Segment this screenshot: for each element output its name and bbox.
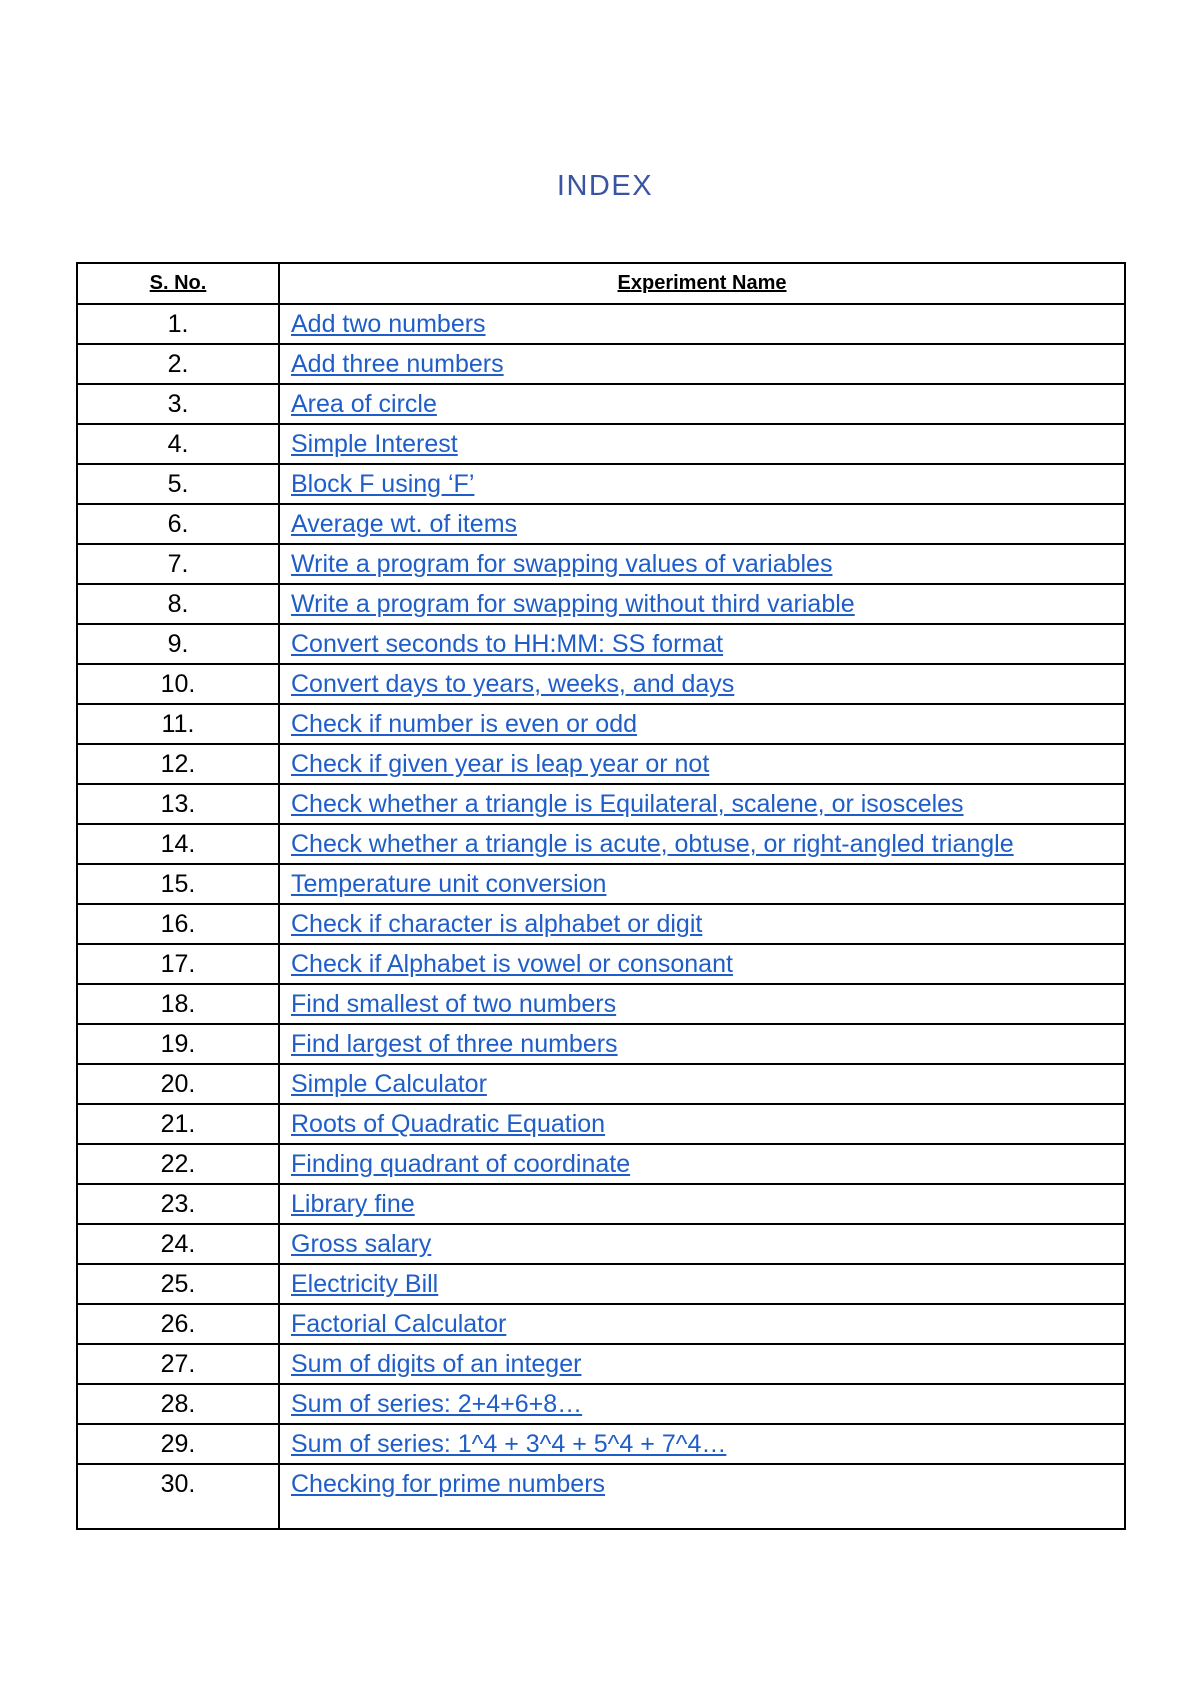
experiment-name-cell	[279, 344, 1125, 384]
serial-number-cell: 22.	[77, 1144, 279, 1184]
serial-number-cell: 18.	[77, 984, 279, 1024]
serial-number-cell: 11.	[77, 704, 279, 744]
experiment-link[interactable]: Roots of Quadratic Equation	[291, 1110, 606, 1138]
experiment-name-cell	[279, 384, 1125, 424]
experiment-name-cell	[279, 664, 1125, 704]
table-row	[77, 1384, 1125, 1424]
table-row	[77, 1424, 1125, 1464]
serial-number-cell: 2.	[77, 344, 279, 384]
experiment-name-cell	[279, 304, 1125, 344]
table-row	[77, 344, 1125, 384]
table-row	[77, 904, 1125, 944]
serial-number-cell: 5.	[77, 464, 279, 504]
experiment-name-cell	[279, 1184, 1125, 1224]
serial-number-cell: 25.	[77, 1264, 279, 1304]
experiment-name-header: Experiment Name	[279, 263, 1125, 304]
serial-number-cell: 1.	[77, 304, 279, 344]
experiment-name-cell	[279, 1104, 1125, 1144]
serial-number-cell: 6.	[77, 504, 279, 544]
experiment-name-cell	[279, 584, 1125, 624]
experiment-link[interactable]: Check whether a triangle is Equilateral, scalene, or isosceles	[291, 790, 964, 818]
experiment-link[interactable]: Find smallest of two numbers	[291, 990, 617, 1018]
table-row	[77, 1264, 1125, 1304]
experiment-link[interactable]: Find largest of three numbers	[291, 1030, 618, 1058]
experiment-name-cell	[279, 1304, 1125, 1344]
serial-number-cell: 27.	[77, 1344, 279, 1384]
experiment-name-cell	[279, 624, 1125, 664]
experiment-name-cell	[279, 1024, 1125, 1064]
experiment-name-cell	[279, 1064, 1125, 1104]
serial-number-cell: 24.	[77, 1224, 279, 1264]
table-row	[77, 1184, 1125, 1224]
experiment-link[interactable]: Area of circle	[291, 390, 437, 418]
experiment-name-cell	[279, 704, 1125, 744]
serial-number-cell: 28.	[77, 1384, 279, 1424]
experiment-link[interactable]: Add two numbers	[291, 310, 486, 338]
experiment-link[interactable]: Average wt. of items	[291, 510, 518, 538]
experiment-name-cell	[279, 464, 1125, 504]
table-row	[77, 704, 1125, 744]
table-row	[77, 944, 1125, 984]
table-row	[77, 1104, 1125, 1144]
experiment-link[interactable]: Block F using ‘F’	[291, 470, 475, 498]
table-row	[77, 1024, 1125, 1064]
table-row	[77, 984, 1125, 1024]
experiment-link[interactable]: Check whether a triangle is acute, obtuse, or right-angled triangle	[291, 830, 1014, 858]
experiment-name-cell	[279, 424, 1125, 464]
experiment-link[interactable]: Gross salary	[291, 1230, 432, 1258]
table-row	[77, 624, 1125, 664]
table-body	[77, 304, 1125, 1529]
experiment-name-cell	[279, 864, 1125, 904]
experiment-name-cell	[279, 784, 1125, 824]
table-row	[77, 1464, 1125, 1529]
table-row	[77, 1344, 1125, 1384]
table-row	[77, 1064, 1125, 1104]
table-row	[77, 424, 1125, 464]
experiment-name-cell	[279, 824, 1125, 864]
serial-number-cell: 14.	[77, 824, 279, 864]
serial-number-cell: 15.	[77, 864, 279, 904]
experiment-link[interactable]: Write a program for swapping without third variable	[291, 590, 855, 618]
table-row	[77, 824, 1125, 864]
experiment-link[interactable]: Checking for prime numbers	[291, 1470, 606, 1498]
serial-number-cell: 7.	[77, 544, 279, 584]
serial-number-cell: 30.	[77, 1464, 279, 1529]
page-title: INDEX	[556, 170, 654, 202]
experiment-link[interactable]: Convert seconds to HH:MM: SS format	[291, 630, 724, 658]
experiment-link[interactable]: Electricity Bill	[291, 1270, 439, 1298]
experiment-name-cell	[279, 1144, 1125, 1184]
serial-number-header: S. No.	[77, 263, 279, 304]
serial-number-cell: 23.	[77, 1184, 279, 1224]
experiment-name-cell	[279, 1344, 1125, 1384]
table-row	[77, 1224, 1125, 1264]
experiment-name-cell	[279, 744, 1125, 784]
table-row	[77, 1304, 1125, 1344]
experiment-name-cell	[279, 544, 1125, 584]
serial-number-cell: 29.	[77, 1424, 279, 1464]
serial-number-cell: 16.	[77, 904, 279, 944]
serial-number-cell: 13.	[77, 784, 279, 824]
table-header-row	[77, 263, 1125, 304]
experiment-name-cell	[279, 984, 1125, 1024]
table-row	[77, 1144, 1125, 1184]
serial-number-cell: 10.	[77, 664, 279, 704]
serial-number-cell: 4.	[77, 424, 279, 464]
experiment-link[interactable]: Add three numbers	[291, 350, 504, 378]
serial-number-cell: 8.	[77, 584, 279, 624]
table-row	[77, 584, 1125, 624]
experiment-name-cell	[279, 904, 1125, 944]
experiment-name-cell	[279, 944, 1125, 984]
experiment-link[interactable]: Convert days to years, weeks, and days	[291, 670, 735, 698]
table-row	[77, 304, 1125, 344]
serial-number-cell: 21.	[77, 1104, 279, 1144]
table-row	[77, 784, 1125, 824]
serial-number-cell: 12.	[77, 744, 279, 784]
experiment-name-cell	[279, 1424, 1125, 1464]
experiment-name-cell	[279, 1384, 1125, 1424]
experiment-link[interactable]: Check if character is alphabet or digit	[291, 910, 703, 938]
experiment-link[interactable]: Finding quadrant of coordinate	[291, 1150, 631, 1178]
serial-number-cell: 19.	[77, 1024, 279, 1064]
serial-number-cell: 9.	[77, 624, 279, 664]
table-row	[77, 864, 1125, 904]
experiment-link[interactable]: Simple Interest	[291, 430, 458, 458]
experiment-link[interactable]: Temperature unit conversion	[291, 870, 607, 898]
experiment-link[interactable]: Check if Alphabet is vowel or consonant	[291, 950, 733, 978]
experiment-name-cell	[279, 1464, 1125, 1529]
table-row	[77, 544, 1125, 584]
experiment-link[interactable]: Library fine	[291, 1190, 415, 1218]
experiment-link[interactable]: Sum of digits of an integer	[291, 1350, 582, 1378]
serial-number-cell: 26.	[77, 1304, 279, 1344]
experiment-link[interactable]: Factorial Calculator	[291, 1310, 507, 1338]
experiment-name-cell	[279, 1224, 1125, 1264]
table-row	[77, 744, 1125, 784]
table-row	[77, 504, 1125, 544]
experiment-link[interactable]: Sum of series: 2+4+6+8…	[291, 1390, 583, 1418]
serial-number-cell: 17.	[77, 944, 279, 984]
table-row	[77, 464, 1125, 504]
table-row	[77, 384, 1125, 424]
experiment-link[interactable]: Write a program for swapping values of variables	[291, 550, 833, 578]
index-table	[76, 262, 1126, 1530]
experiment-link[interactable]: Sum of series: 1^4 + 3^4 + 5^4 + 7^4…	[291, 1430, 727, 1458]
table-row	[77, 664, 1125, 704]
experiment-name-cell	[279, 504, 1125, 544]
experiment-link[interactable]: Check if given year is leap year or not	[291, 750, 710, 778]
experiment-link[interactable]: Simple Calculator	[291, 1070, 487, 1098]
serial-number-cell: 20.	[77, 1064, 279, 1104]
experiment-name-cell	[279, 1264, 1125, 1304]
serial-number-cell: 3.	[77, 384, 279, 424]
experiment-link[interactable]: Check if number is even or odd	[291, 710, 638, 738]
